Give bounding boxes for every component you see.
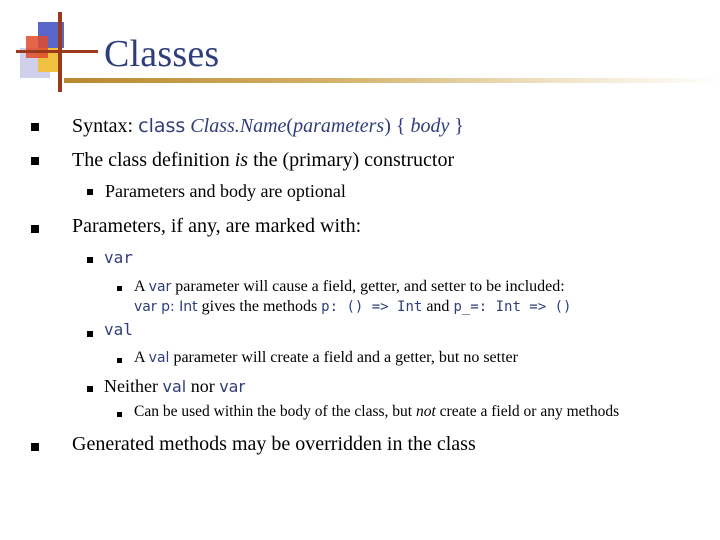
- var-desc-text-2: parameter will cause a field, getter, and setter to be included:: [171, 278, 565, 295]
- class-def-emphasis: is: [234, 149, 249, 171]
- bullet-icon: [31, 157, 39, 165]
- bullet-icon: [31, 123, 39, 131]
- neither-line: [104, 376, 245, 397]
- close-brace: }: [454, 115, 464, 137]
- bullet-icon: [31, 225, 39, 233]
- neither-text: Neither: [104, 376, 163, 396]
- var-code-setter: p_=: Int => (): [453, 299, 572, 315]
- var-desc-text-4: and: [422, 298, 454, 315]
- parameters-text: parameters: [293, 115, 385, 137]
- neither-text-2: nor: [186, 376, 220, 396]
- class-def-line: [72, 149, 454, 172]
- bullet-icon: [87, 386, 93, 392]
- neither-desc-text-2: create a field or any methods: [435, 403, 620, 420]
- var-code-getter: p: () => Int: [321, 299, 423, 315]
- bullet-icon: [117, 358, 122, 363]
- val-label: val: [104, 320, 133, 339]
- var-keyword: var: [148, 279, 172, 295]
- generated-methods-line: Generated methods may be overridden in the class: [72, 433, 476, 455]
- optional-note: Parameters and body are optional: [105, 181, 346, 201]
- syntax-prefix: Syntax:: [72, 115, 139, 137]
- title-underline: [64, 78, 720, 83]
- var-desc-text: A: [134, 278, 149, 295]
- neither-val-keyword: val: [162, 377, 187, 396]
- bullet-icon: [117, 286, 122, 291]
- neither-desc-emphasis: not: [415, 403, 436, 420]
- val-desc-text: A: [134, 349, 149, 366]
- bullet-icon: [117, 412, 122, 417]
- bullet-icon: [31, 443, 39, 451]
- neither-description: [134, 403, 619, 421]
- params-marked-line: Parameters, if any, are marked with:: [72, 215, 362, 237]
- class-def-text: The class definition: [72, 149, 235, 171]
- class-def-text-end: the (primary) constructor: [248, 149, 455, 171]
- val-description: [134, 349, 518, 367]
- val-desc-text-2: parameter will create a field and a getter, but no setter: [169, 349, 518, 366]
- class-keyword: class: [138, 115, 186, 137]
- bullet-icon: [87, 189, 93, 195]
- open-paren: (: [286, 115, 294, 137]
- body-text: body: [410, 115, 450, 137]
- neither-desc-text: Can be used within the body of the class, but: [134, 403, 416, 420]
- open-brace: {: [395, 115, 406, 137]
- bullet-icon: [87, 331, 93, 337]
- close-paren: ): [384, 115, 391, 137]
- neither-var-keyword: var: [219, 377, 246, 396]
- syntax-line: [72, 115, 464, 138]
- var-description: [134, 277, 571, 317]
- bullet-icon: [87, 257, 93, 263]
- var-label: var: [104, 248, 133, 267]
- slide-title: Classes: [104, 33, 220, 75]
- class-name: Class.Name: [190, 115, 287, 137]
- var-code-declaration: var p: Int: [134, 299, 198, 315]
- val-keyword: val: [148, 350, 170, 366]
- var-desc-text-3: gives the methods: [197, 298, 322, 315]
